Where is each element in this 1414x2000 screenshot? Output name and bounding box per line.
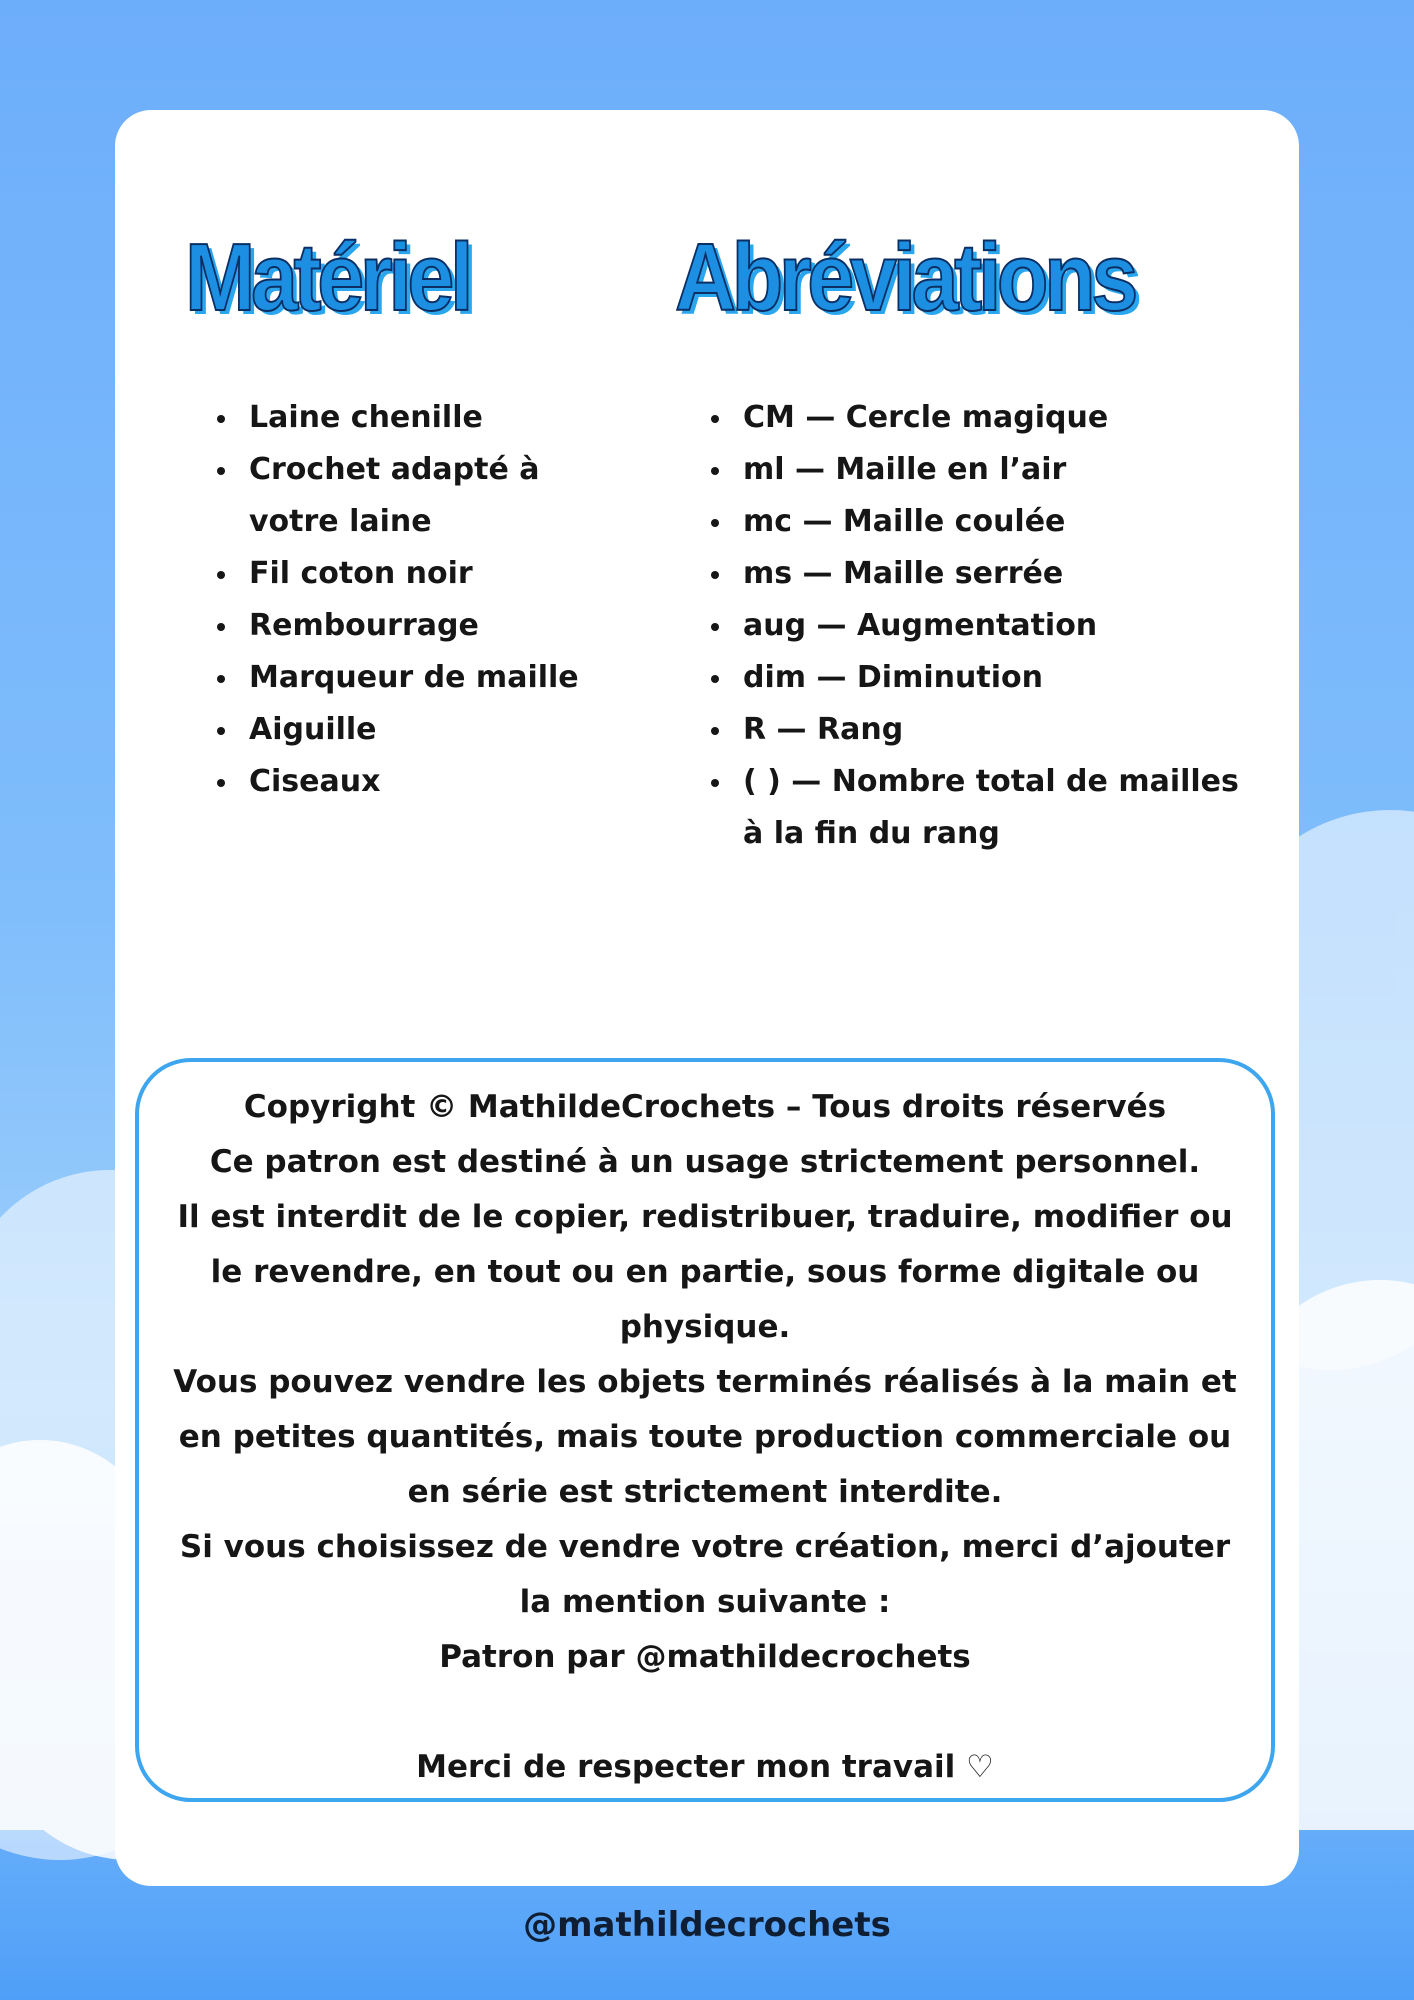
footer-handle: @mathildecrochets [523,1905,891,1945]
list-item: aug — Augmentation [709,600,1269,652]
list-item: Aiguille [215,704,605,756]
abreviations-list [709,392,1269,860]
list-item: Crochet adapté à votre laine [215,444,605,548]
content-card [115,110,1299,1886]
materiel-list [215,392,605,808]
list-item: mc — Maille coulée [709,496,1269,548]
list-item: Ciseaux [215,756,605,808]
prohibition-paragraph: Il est interdit de le copier, redistribuer, traduire, modifier ou le revendre, en tout ou en partie, sous forme digitale ou physique. [177,1199,1233,1345]
list-item: Marqueur de maille [215,652,605,704]
list-item: ( ) — Nombre total de mailles à la fin du rang [709,756,1269,860]
copyright-line: Copyright © MathildeCrochets – Tous droits réservés [243,1089,1167,1125]
list-item: R — Rang [709,704,1269,756]
mention-request-paragraph: Si vous choisissez de vendre votre création, merci d’ajouter la mention suivante : [179,1529,1231,1620]
list-item: Laine chenille [215,392,605,444]
closing-line: Merci de respecter mon travail ♡ [416,1749,994,1785]
list-item: ms — Maille serrée [709,548,1269,600]
abreviations-heading: Abréviations [675,224,1134,331]
list-item: Fil coton noir [215,548,605,600]
list-item: ml — Maille en l’air [709,444,1269,496]
usage-line: Ce patron est destiné à un usage strictement personnel. [209,1144,1201,1180]
list-item: dim — Diminution [709,652,1269,704]
copyright-notice [135,1058,1275,1802]
list-item: Rembourrage [215,600,605,652]
list-item: CM — Cercle magique [709,392,1269,444]
sale-terms-paragraph: Vous pouvez vendre les objets terminés réalisés à la main et en petites quantités, mais toute production commerciale ou en série est strictement interdite. [173,1364,1237,1510]
credit-line: Patron par @mathildecrochets [439,1639,971,1675]
materiel-heading: Matériel [185,224,470,331]
